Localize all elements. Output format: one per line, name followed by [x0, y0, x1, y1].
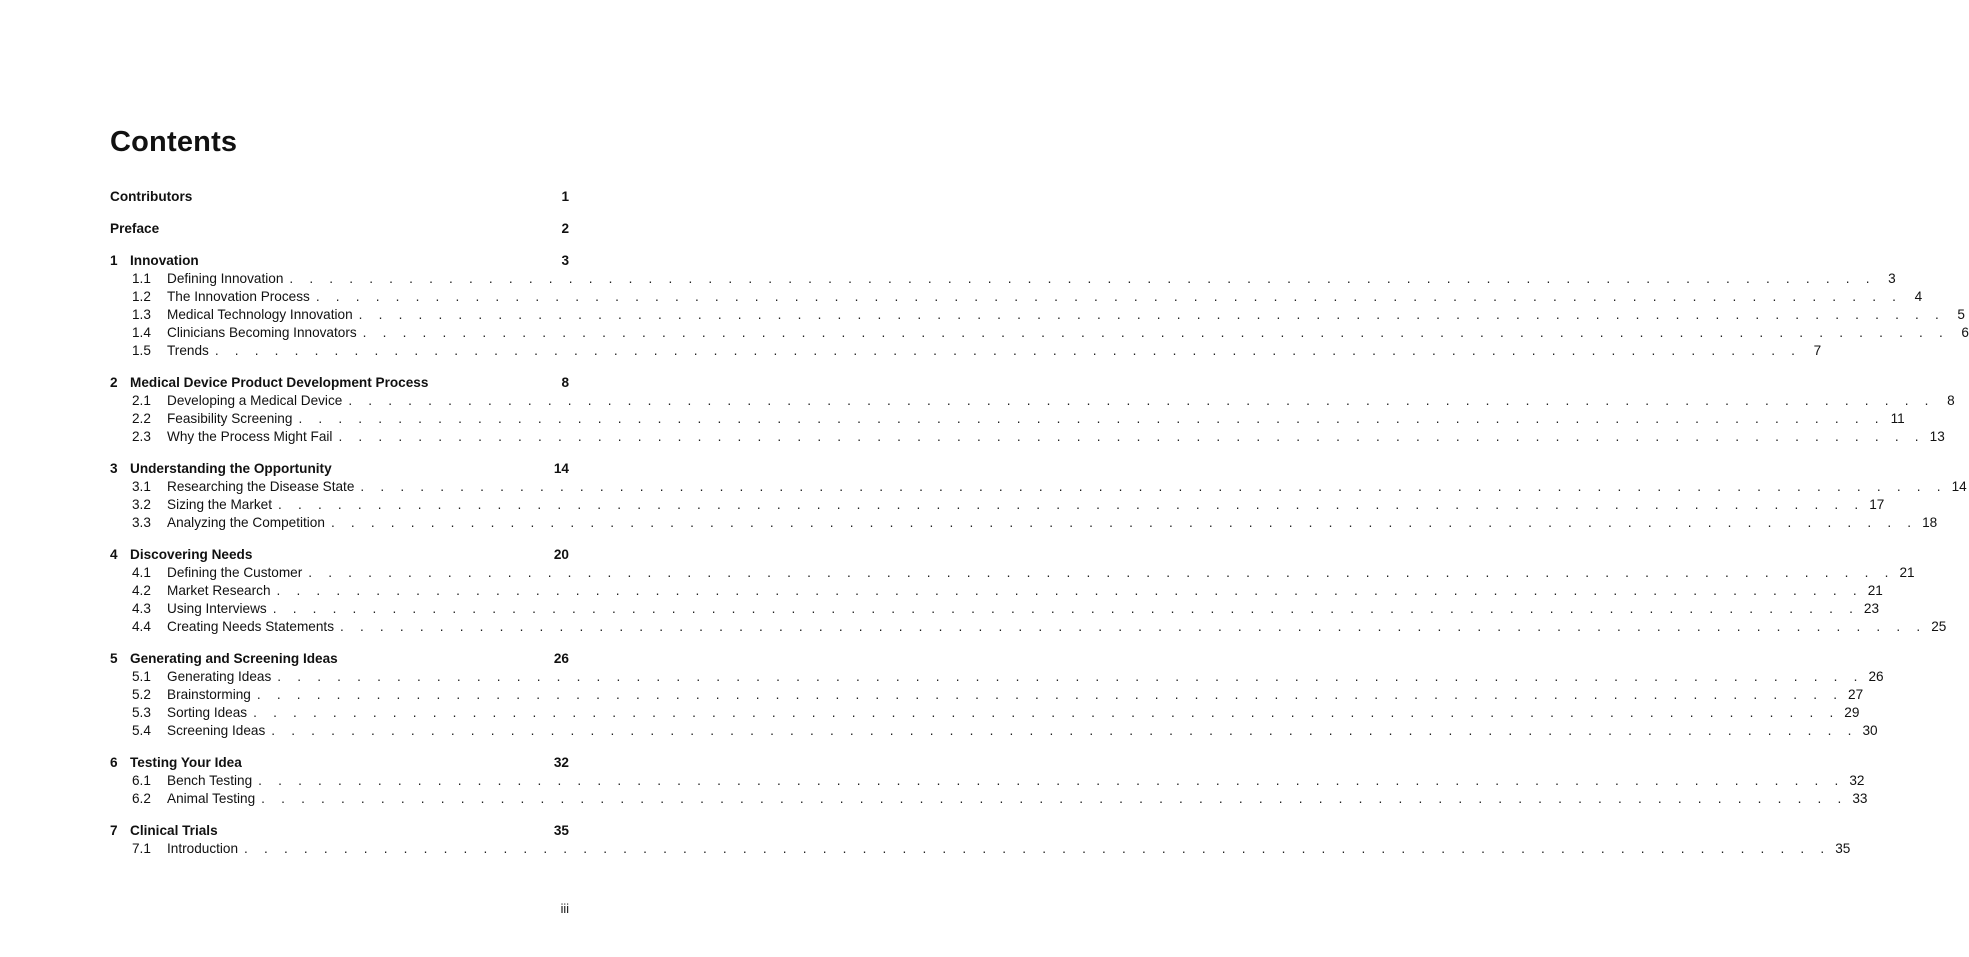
- chapter-number: 7: [110, 823, 118, 838]
- dot-leader: . . . . . . . . . . . . . . . . . . . . . . . . . . . . . . . . . . . . . . . . . . . . . . . . . . . . . . . . . . . . . . . . . . . . . . . . . . . . . . . .: [358, 307, 1945, 322]
- dot-leader: . . . . . . . . . . . . . . . . . . . . . . . . . . . . . . . . . . . . . . . . . . . . . . . . . . . . . . . . . . . . . . . . . . . . . . . . . . . . . . . .: [330, 515, 1918, 530]
- spacer: [110, 238, 569, 252]
- section-title: Sorting Ideas: [167, 705, 248, 720]
- section-page-number: 25: [1931, 619, 1947, 634]
- section-page-number: 3: [1888, 271, 1896, 286]
- section-page-number: 5: [1957, 307, 1965, 322]
- page-number: iii: [560, 902, 569, 916]
- chapter-title: Discovering Needs: [130, 547, 253, 562]
- section-page-number: 29: [1844, 705, 1860, 720]
- section-number: 3.1: [132, 479, 151, 494]
- chapter-title: Generating and Screening Ideas: [130, 651, 338, 666]
- dot-leader: . . . . . . . . . . . . . . . . . . . . . . . . . . . . . . . . . . . . . . . . . . . . . . . . . . . . . . . . . . . . . . . . . . . . . . . . . . . . . . . .: [362, 325, 1949, 340]
- chapter-title: Medical Device Product Development Process: [130, 375, 429, 390]
- chapter-number: 6: [110, 755, 118, 770]
- section-page-number: 6: [1961, 325, 1969, 340]
- chapter-number: 5: [110, 651, 118, 666]
- section-title: Brainstorming: [167, 687, 251, 702]
- dot-leader: . . . . . . . . . . . . . . . . . . . . . . . . . . . . . . . . . . . . . . . . . . . . . . . . . . . . . . . . . . . . . . . . . . . . . . . . . . . . . . . .: [315, 289, 1903, 304]
- dot-leader: . . . . . . . . . . . . . . . . . . . . . . . . . . . . . . . . . . . . . . . . . . . . . . . . . . . . . . . . . . . . . . . . . . . . . . . . . . . . . . . .: [272, 601, 1860, 616]
- toc-section-entry[interactable]: [110, 582, 1883, 600]
- section-number: 4.1: [132, 565, 151, 580]
- section-number: 1.4: [132, 325, 151, 340]
- toc-section-entry[interactable]: [110, 704, 1860, 722]
- toc-front-matter-entry[interactable]: [110, 220, 569, 238]
- spacer: [110, 446, 569, 460]
- section-number: 5.3: [132, 705, 151, 720]
- toc-section-entry[interactable]: [110, 410, 1905, 428]
- section-title: Market Research: [167, 583, 271, 598]
- section-number: 6.1: [132, 773, 151, 788]
- toc-section-entry[interactable]: [110, 288, 1923, 306]
- toc-section-entry[interactable]: [110, 514, 1938, 532]
- section-page-number: 8: [1947, 393, 1955, 408]
- section-number: 1.5: [132, 343, 151, 358]
- section-number: 3.3: [132, 515, 151, 530]
- dot-leader: . . . . . . . . . . . . . . . . . . . . . . . . . . . . . . . . . . . . . . . . . . . . . . . . . . . . . . . . . . . . . . . . . . . . . . . . . . . . . . . .: [308, 565, 1895, 580]
- section-title: Using Interviews: [167, 601, 267, 616]
- section-number: 4.3: [132, 601, 151, 616]
- section-title: Generating Ideas: [167, 669, 272, 684]
- chapter-page-number: 26: [553, 651, 569, 666]
- toc-section-entry[interactable]: [110, 496, 1885, 514]
- dot-leader: . . . . . . . . . . . . . . . . . . . . . . . . . . . . . . . . . . . . . . . . . . . . . . . . . . . . . . . . . . . . . . . . . . . . . . . . . . . . . . . .: [214, 343, 1802, 358]
- spacer: [110, 636, 569, 650]
- dot-leader: . . . . . . . . . . . . . . . . . . . . . . . . . . . . . . . . . . . . . . . . . . . . . . . . . . . . . . . . . . . . . . . . . . . . . . . . . . . . . . . .: [271, 723, 1858, 738]
- entry-title: Preface: [110, 221, 160, 236]
- spacer: [110, 808, 569, 822]
- toc-chapter-entry[interactable]: [110, 822, 569, 840]
- toc-section-entry[interactable]: [110, 790, 1868, 808]
- toc-chapter-entry[interactable]: [110, 460, 569, 478]
- section-page-number: 21: [1867, 583, 1883, 598]
- section-title: Clinicians Becoming Innovators: [167, 325, 357, 340]
- dot-leader: . . . . . . . . . . . . . . . . . . . . . . . . . . . . . . . . . . . . . . . . . . . . . . . . . . . . . . . . . . . . . . . . . . . . . . . . . . . . . . . .: [348, 393, 1935, 408]
- section-title: The Innovation Process: [167, 289, 310, 304]
- section-title: Sizing the Market: [167, 497, 273, 512]
- dot-leader: . . . . . . . . . . . . . . . . . . . . . . . . . . . . . . . . . . . . . . . . . . . . . . . . . . . . . . . . . . . . . . . . . . . . . . . . . . . . . . . .: [289, 271, 1876, 286]
- toc-chapter-entry[interactable]: [110, 650, 569, 668]
- chapter-number: 4: [110, 547, 118, 562]
- section-number: 4.4: [132, 619, 151, 634]
- section-number: 1.3: [132, 307, 151, 322]
- toc-section-entry[interactable]: [110, 270, 1896, 288]
- section-number: 2.3: [132, 429, 151, 444]
- section-title: Defining Innovation: [167, 271, 284, 286]
- section-number: 5.4: [132, 723, 151, 738]
- toc-section-entry[interactable]: [110, 722, 1878, 740]
- chapter-page-number: 14: [553, 461, 569, 476]
- spacer: [110, 532, 569, 546]
- toc-front-matter-entry[interactable]: [110, 188, 569, 206]
- section-number: 4.2: [132, 583, 151, 598]
- section-page-number: 4: [1914, 289, 1923, 304]
- dot-leader: . . . . . . . . . . . . . . . . . . . . . . . . . . . . . . . . . . . . . . . . . . . . . . . . . . . . . . . . . . . . . . . . . . . . . . . . . . . . . . . .: [340, 619, 1927, 634]
- section-number: 3.2: [132, 497, 151, 512]
- section-page-number: 21: [1899, 565, 1915, 580]
- dot-leader: . . . . . . . . . . . . . . . . . . . . . . . . . . . . . . . . . . . . . . . . . . . . . . . . . . . . . . . . . . . . . . . . . . . . . . . . . . . . . . . .: [298, 411, 1885, 426]
- dot-leader: . . . . . . . . . . . . . . . . . . . . . . . . . . . . . . . . . . . . . . . . . . . . . . . . . . . . . . . . . . . . . . . . . . . . . . . . . . . . . . . .: [360, 479, 1947, 494]
- chapter-page-number: 32: [553, 755, 569, 770]
- section-number: 7.1: [132, 841, 151, 856]
- section-title: Introduction: [167, 841, 239, 856]
- section-page-number: 14: [1951, 479, 1967, 494]
- section-page-number: 13: [1929, 429, 1945, 444]
- section-page-number: 27: [1848, 687, 1864, 702]
- toc-chapter-entry[interactable]: [110, 374, 569, 392]
- chapter-number: 3: [110, 461, 118, 476]
- section-title: Medical Technology Innovation: [167, 307, 353, 322]
- section-title: Analyzing the Competition: [167, 515, 325, 530]
- entry-page-number: 2: [561, 221, 569, 236]
- table-of-contents: [110, 188, 1969, 858]
- chapter-page-number: 20: [553, 547, 569, 562]
- toc-section-entry[interactable]: [110, 618, 1947, 636]
- toc-section-entry[interactable]: [110, 324, 1969, 342]
- section-page-number: 23: [1863, 601, 1880, 616]
- section-page-number: 17: [1869, 497, 1885, 512]
- chapter-number: 2: [110, 375, 118, 390]
- section-number: 1.2: [132, 289, 151, 304]
- dot-leader: . . . . . . . . . . . . . . . . . . . . . . . . . . . . . . . . . . . . . . . . . . . . . . . . . . . . . . . . . . . . . . . . . . . . . . . . . . . . . . . .: [278, 497, 1865, 512]
- section-page-number: 11: [1890, 411, 1905, 426]
- toc-chapter-entry[interactable]: [110, 754, 569, 772]
- spacer: [110, 740, 569, 754]
- section-number: 6.2: [132, 791, 151, 806]
- section-number: 2.1: [132, 393, 151, 408]
- dot-leader: . . . . . . . . . . . . . . . . . . . . . . . . . . . . . . . . . . . . . . . . . . . . . . . . . . . . . . . . . . . . . . . . . . . . . . . . . . . . . . . .: [244, 841, 1831, 856]
- section-number: 5.2: [132, 687, 151, 702]
- section-title: Screening Ideas: [167, 723, 266, 738]
- section-number: 1.1: [132, 271, 151, 286]
- section-page-number: 32: [1849, 773, 1865, 788]
- section-number: 5.1: [132, 669, 151, 684]
- dot-leader: . . . . . . . . . . . . . . . . . . . . . . . . . . . . . . . . . . . . . . . . . . . . . . . . . . . . . . . . . . . . . . . . . . . . . . . . . . . . . . . .: [277, 669, 1864, 684]
- dot-leader: . . . . . . . . . . . . . . . . . . . . . . . . . . . . . . . . . . . . . . . . . . . . . . . . . . . . . . . . . . . . . . . . . . . . . . . . . . . . . . . .: [258, 773, 1845, 788]
- dot-leader: . . . . . . . . . . . . . . . . . . . . . . . . . . . . . . . . . . . . . . . . . . . . . . . . . . . . . . . . . . . . . . . . . . . . . . . . . . . . . . . .: [276, 583, 1863, 598]
- toc-section-entry[interactable]: [110, 668, 1884, 686]
- chapter-page-number: 35: [553, 823, 569, 838]
- dot-leader: . . . . . . . . . . . . . . . . . . . . . . . . . . . . . . . . . . . . . . . . . . . . . . . . . . . . . . . . . . . . . . . . . . . . . . . . . . . . . . . .: [261, 791, 1848, 806]
- section-page-number: 35: [1835, 841, 1851, 856]
- chapter-page-number: 8: [561, 375, 569, 390]
- section-title: Defining the Customer: [167, 565, 303, 580]
- chapter-title: Clinical Trials: [130, 823, 218, 838]
- page-title: Contents: [110, 126, 238, 158]
- spacer: [110, 360, 569, 374]
- section-title: Bench Testing: [167, 773, 253, 788]
- toc-section-entry[interactable]: [110, 564, 1915, 582]
- section-title: Creating Needs Statements: [167, 619, 334, 634]
- toc-section-entry[interactable]: [110, 478, 1967, 496]
- section-page-number: 7: [1813, 343, 1822, 358]
- toc-section-entry[interactable]: [110, 686, 1864, 704]
- spacer: [110, 206, 569, 220]
- toc-section-entry[interactable]: [110, 392, 1955, 410]
- section-title: Researching the Disease State: [167, 479, 355, 494]
- section-page-number: 26: [1868, 669, 1884, 684]
- section-title: Developing a Medical Device: [167, 393, 343, 408]
- toc-chapter-entry[interactable]: [110, 546, 569, 564]
- toc-section-entry[interactable]: [110, 428, 1945, 446]
- entry-title: Contributors: [110, 189, 193, 204]
- toc-section-entry[interactable]: [110, 600, 1880, 618]
- section-number: 2.2: [132, 411, 151, 426]
- toc-chapter-entry[interactable]: [110, 252, 569, 270]
- section-title: Animal Testing: [167, 791, 256, 806]
- dot-leader: . . . . . . . . . . . . . . . . . . . . . . . . . . . . . . . . . . . . . . . . . . . . . . . . . . . . . . . . . . . . . . . . . . . . . . . . . . . . . . . .: [338, 429, 1925, 444]
- dot-leader: . . . . . . . . . . . . . . . . . . . . . . . . . . . . . . . . . . . . . . . . . . . . . . . . . . . . . . . . . . . . . . . . . . . . . . . . . . . . . . . .: [256, 687, 1844, 702]
- chapter-title: Testing Your Idea: [130, 755, 242, 770]
- toc-section-entry[interactable]: [110, 840, 1851, 858]
- chapter-title: Understanding the Opportunity: [130, 461, 332, 476]
- chapter-title: Innovation: [130, 253, 199, 268]
- section-page-number: 18: [1922, 515, 1938, 530]
- chapter-number: 1: [110, 253, 118, 268]
- toc-section-entry[interactable]: [110, 772, 1865, 790]
- entry-page-number: 1: [561, 189, 569, 204]
- section-page-number: 33: [1852, 791, 1868, 806]
- section-page-number: 30: [1862, 723, 1878, 738]
- chapter-page-number: 3: [561, 253, 569, 268]
- section-title: Why the Process Might Fail: [167, 429, 333, 444]
- dot-leader: . . . . . . . . . . . . . . . . . . . . . . . . . . . . . . . . . . . . . . . . . . . . . . . . . . . . . . . . . . . . . . . . . . . . . . . . . . . . . . . .: [253, 705, 1840, 720]
- section-title: Feasibility Screening: [167, 411, 293, 426]
- toc-section-entry[interactable]: [110, 342, 1822, 360]
- section-title: Trends: [167, 343, 209, 358]
- toc-section-entry[interactable]: [110, 306, 1965, 324]
